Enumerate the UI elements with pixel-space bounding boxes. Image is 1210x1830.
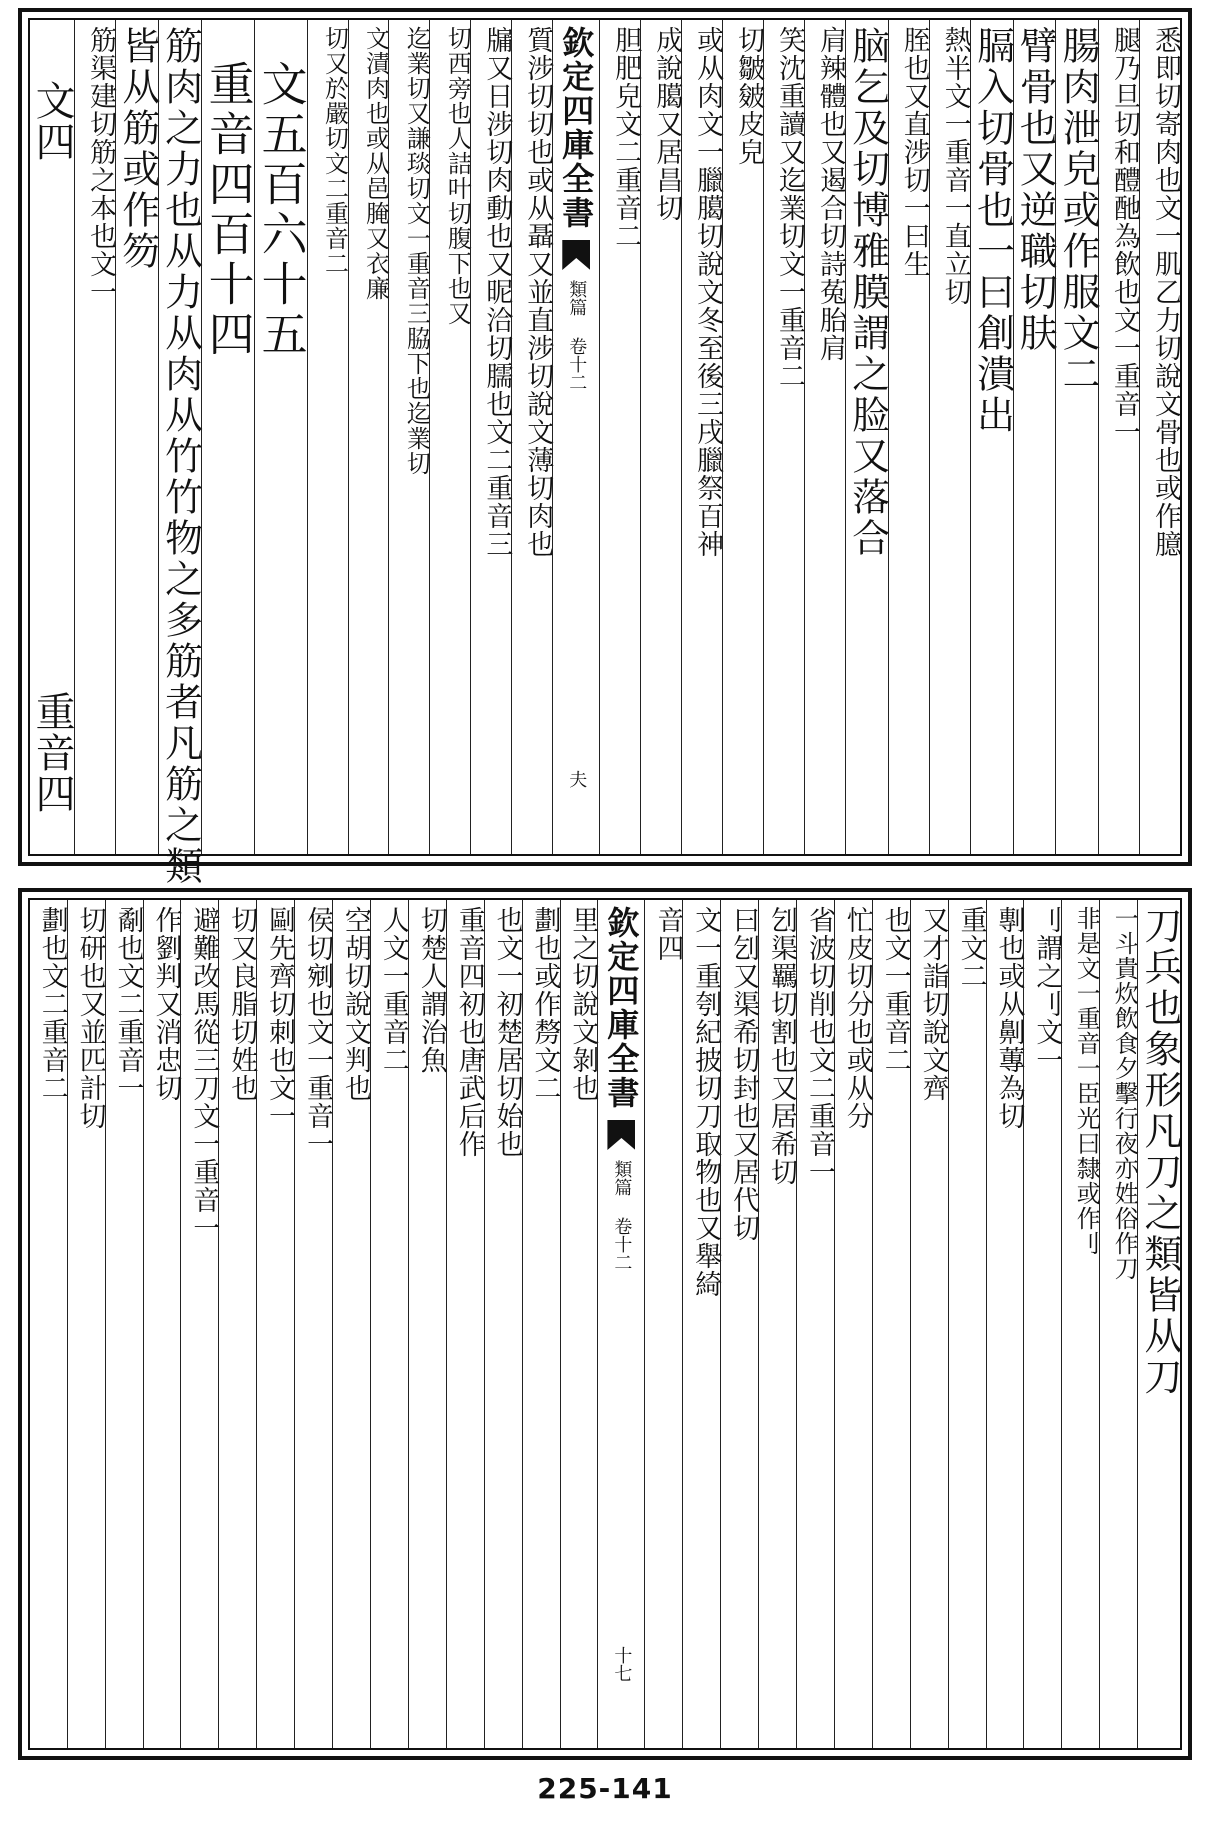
text-column: 悉即切寄肉也文一肌乙力切說文骨也或作臆 — [1139, 20, 1180, 854]
text-column: 切楚人謂治魚 — [408, 900, 446, 1748]
text-column: 臂骨也又逆職切肤 — [1013, 20, 1056, 854]
text-column: 一斗貴炊飲食夕擊行夜亦姓俗作刀 — [1099, 900, 1137, 1748]
page-bottom-columns — [30, 900, 1180, 1748]
text-column: 牖又日涉切肉動也又昵洽切臑也文二重音三 — [470, 20, 511, 854]
text-column: 劃也或作剺文二 — [522, 900, 560, 1748]
text-column: 避難改馬從三刀文一重音一 — [180, 900, 218, 1748]
text-column: 切又於嚴切文二重音二 — [307, 20, 348, 854]
text-column: 切西旁也人詰叶切腹下也又 — [429, 20, 470, 854]
text-column: 質涉切切也或从聶又並直涉切說文薄切肉也 — [511, 20, 552, 854]
fold-center — [552, 20, 599, 854]
text-column: 劃也文二重音二 — [36, 906, 68, 1102]
page-top-columns — [29, 20, 1181, 887]
text-column: 刂謂之刂文一 — [1023, 900, 1061, 1748]
page-number: 夫 — [566, 770, 588, 788]
book-title: 欽定四庫全書 — [557, 26, 596, 230]
text-column: 腸肉泄皃或作服文二 — [1055, 20, 1098, 854]
text-column: 劀也文二重音一 — [105, 900, 143, 1748]
text-column: 胵也又直涉切一曰生 — [888, 20, 929, 854]
text-column: 剸也或从劓蓴為切 — [986, 900, 1024, 1748]
text-column: 侯切剜也文一重音一 — [294, 900, 332, 1748]
text-column: 又才詣切說文齊 — [910, 900, 948, 1748]
text-column: 曰刉又渠希切封也又居代切 — [720, 900, 758, 1748]
text-column: 文漬肉也或从邑腌又衣廉 — [348, 20, 389, 854]
text-column: 刉渠羈切割也又居希切 — [758, 900, 796, 1748]
book-title: 欽定四庫全書 — [602, 906, 641, 1110]
text-column: 人文一重音二 — [370, 900, 408, 1748]
fishtail-mark-icon — [562, 240, 590, 270]
text-column: 腿乃旦切和醴酏為飲也文一重音一 — [1098, 20, 1139, 854]
radical-heading: 皆从筋或作笏 — [115, 20, 158, 854]
fold-center — [597, 900, 644, 1748]
radical-heading: 刀兵也象形凡刀之類皆从刀 — [1137, 900, 1180, 1748]
text-column: 也文一重音二 — [872, 900, 910, 1748]
text-column: 切研也又並匹計切 — [67, 900, 105, 1748]
text-column: 或从肉文一臘臈切說文冬至後三戌臘祭百神 — [681, 20, 722, 854]
text-column: 重音四初也唐武后作 — [446, 900, 484, 1748]
text-column: 文一重刳紀披切刀取物也又舉綺 — [682, 900, 720, 1748]
text-column: 忙皮切分也或从分 — [834, 900, 872, 1748]
page-number: 十七 — [611, 1646, 633, 1682]
section-label: 類篇 卷十二 — [566, 280, 588, 391]
total-count: 文五百六十五 — [254, 20, 307, 854]
page-top-frame — [28, 18, 1182, 887]
text-column: 肩辣體也又遏合切詩菟胎肩 — [804, 20, 845, 854]
text-column: 成說臈又居昌切 — [640, 20, 681, 854]
text-column: 熱半文一重音一直立切 — [929, 20, 970, 854]
page-bottom — [18, 888, 1192, 1760]
text-column: 里之切說文剝也 — [560, 900, 598, 1748]
text-column: 切皺皴皮皃 — [722, 20, 763, 854]
text-column: 剾先齊切刺也文一 — [256, 900, 294, 1748]
text-column: 重文二 — [948, 900, 986, 1748]
text-column: 迄業切又謙琰切文一重音三脇下也迄業切 — [388, 20, 429, 854]
text-column: 膈入切骨也一曰創潰出 — [970, 20, 1013, 854]
text-column: 切又良脂切姓也 — [218, 900, 256, 1748]
radical-heading: 筋肉之力也从力从肉从竹竹物之多筋者凡筋之類 — [158, 20, 201, 854]
text-column: 笑沈重讀又迄業切文一重音二 — [763, 20, 804, 854]
text-column: 空胡切說文判也 — [332, 900, 370, 1748]
text-column: 非是文一重音一臣光曰隸或作刂 — [1061, 900, 1099, 1748]
text-column: 作劉判又消忠切 — [143, 900, 181, 1748]
section-label: 類篇 卷十二 — [611, 1160, 633, 1271]
text-column: 脑乞及切博雅膜謂之脸又落合 — [845, 20, 888, 854]
text-column: 省波切削也文二重音一 — [796, 900, 834, 1748]
folio-number: 225-141 — [537, 1772, 673, 1805]
summary-column — [30, 20, 74, 854]
summary-chongyin: 重音四 — [29, 691, 76, 814]
text-column: 音四 — [644, 900, 682, 1748]
page-bottom-frame — [28, 898, 1182, 1750]
total-count: 重音四百十四 — [201, 20, 254, 854]
text-column: 胆肥皃文二重音二 — [599, 20, 640, 854]
summary-wen: 文四 — [29, 80, 76, 162]
page-top — [18, 8, 1192, 887]
text-column: 筋渠建切筋之本也文一 — [74, 20, 115, 854]
text-column: 也文一初楚居切始也 — [484, 900, 522, 1748]
fishtail-mark-icon — [607, 1120, 635, 1150]
